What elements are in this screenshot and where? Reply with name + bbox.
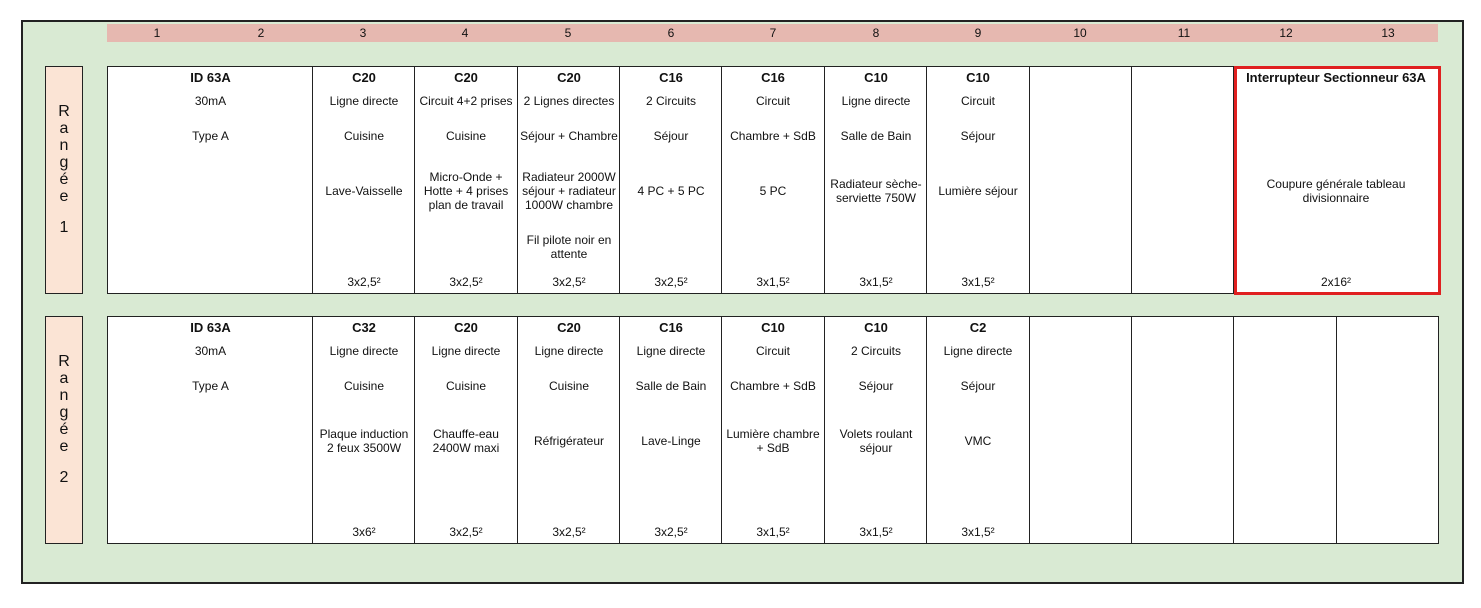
row-label-letter: a — [59, 120, 69, 137]
breaker-caliber: C20 — [454, 320, 478, 335]
circuit-load: Chauffe-eau 2400W maxi — [432, 427, 500, 455]
row-label-letter: é — [59, 421, 69, 438]
cable-section: 3x1,5² — [859, 525, 893, 539]
breaker-cell — [926, 317, 1029, 543]
breaker-caliber: C32 — [352, 320, 376, 335]
breaker-cell — [107, 67, 313, 293]
column-number: 5 — [564, 26, 572, 40]
column-number: 6 — [667, 26, 675, 40]
circuit-load: Réfrigérateur — [533, 434, 605, 448]
column-number: 7 — [769, 26, 777, 40]
circuit-room: Salle de Bain — [840, 129, 912, 143]
row-label-letter: g — [59, 154, 69, 171]
circuit-room: Séjour — [653, 129, 689, 143]
circuit-room: Salle de Bain — [635, 379, 707, 393]
circuit-type: 30mA — [194, 94, 227, 108]
column-number: 3 — [359, 26, 367, 40]
circuit-load: Lumière séjour — [938, 184, 1018, 198]
circuit-note: Fil pilote noir en attente — [526, 233, 612, 261]
circuit-room: Type A — [192, 129, 229, 143]
cable-section: 3x1,5² — [859, 275, 893, 289]
circuit-type: Ligne directe — [841, 94, 911, 108]
breaker-caliber: ID 63A — [190, 70, 231, 85]
circuit-room: Cuisine — [445, 129, 487, 143]
circuit-type: Ligne directe — [943, 344, 1013, 358]
cable-section: 3x2,5² — [654, 525, 688, 539]
breaker-caliber: C20 — [557, 320, 581, 335]
row-label-letter: n — [59, 387, 69, 404]
circuit-load: Coupure générale tableau divisionnaire — [1266, 177, 1406, 205]
circuit-room: Cuisine — [445, 379, 487, 393]
circuit-type: Ligne directe — [534, 344, 604, 358]
circuit-room: Séjour — [858, 379, 894, 393]
column-number: 10 — [1073, 26, 1087, 40]
column-number: 13 — [1381, 26, 1395, 40]
circuit-room: Chambre + SdB — [730, 129, 816, 143]
breaker-cell — [1029, 67, 1132, 293]
breaker-caliber: C10 — [761, 320, 785, 335]
circuit-type: Circuit 4+2 prises — [419, 94, 513, 108]
breaker-cell — [312, 317, 415, 543]
row-label-1 — [45, 66, 83, 294]
breaker-caliber: Interrupteur Sectionneur 63A — [1246, 70, 1426, 85]
breaker-cell — [926, 67, 1029, 293]
breaker-cell — [721, 317, 824, 543]
circuit-room: Cuisine — [343, 379, 385, 393]
circuit-room: Séjour — [960, 129, 996, 143]
column-number: 2 — [257, 26, 265, 40]
circuit-type: Circuit — [755, 344, 790, 358]
breaker-cell — [1131, 67, 1234, 293]
circuit-room: Type A — [192, 379, 229, 393]
cable-section: 3x6² — [352, 525, 376, 539]
breaker-cell — [414, 317, 517, 543]
circuit-load: Radiateur sèche-serviette 750W — [830, 177, 922, 205]
breaker-cell — [414, 67, 517, 293]
breaker-cell — [107, 317, 313, 543]
breaker-caliber: C16 — [761, 70, 785, 85]
cable-section: 3x2,5² — [449, 275, 483, 289]
column-number-header — [107, 24, 1438, 42]
breaker-caliber: C20 — [454, 70, 478, 85]
row-label-letter: e — [59, 188, 69, 205]
breaker-cell — [312, 67, 415, 293]
breaker-caliber: C10 — [864, 320, 888, 335]
breaker-caliber: C16 — [659, 320, 683, 335]
breaker-cell — [619, 67, 722, 293]
breaker-caliber: C20 — [352, 70, 376, 85]
breaker-cell — [1336, 317, 1439, 543]
circuit-load: VMC — [964, 434, 992, 448]
column-number: 12 — [1279, 26, 1293, 40]
circuit-load: Volets roulant séjour — [839, 427, 913, 455]
cable-section: 3x1,5² — [961, 525, 995, 539]
circuit-load: 5 PC — [759, 184, 787, 198]
row-label-letter: n — [59, 137, 69, 154]
circuit-load: Lave-Linge — [641, 434, 701, 448]
circuit-room: Cuisine — [548, 379, 590, 393]
breaker-cell — [824, 317, 927, 543]
breaker-caliber: C10 — [864, 70, 888, 85]
circuit-type: Circuit — [755, 94, 790, 108]
breaker-cell — [824, 67, 927, 293]
circuit-load: Lave-Vaisselle — [325, 184, 403, 198]
circuit-room: Séjour — [960, 379, 996, 393]
circuit-type: Circuit — [960, 94, 995, 108]
cable-section: 3x2,5² — [449, 525, 483, 539]
circuit-type: 2 Circuits — [850, 344, 901, 358]
column-number: 11 — [1177, 26, 1191, 40]
circuit-load: Plaque induction 2 feux 3500W — [319, 427, 409, 455]
circuit-load: Lumière chambre + SdB — [726, 427, 820, 455]
row-label-number: 2 — [59, 469, 69, 486]
row-label-letter: R — [58, 103, 70, 120]
cable-section: 2x16² — [1320, 275, 1352, 289]
breaker-caliber: ID 63A — [190, 320, 231, 335]
cable-section: 3x1,5² — [756, 275, 790, 289]
circuit-room: Cuisine — [343, 129, 385, 143]
circuit-type: 2 Lignes directes — [523, 94, 615, 108]
row-label-letter: e — [59, 438, 69, 455]
column-number: 1 — [153, 26, 161, 40]
breaker-cell — [517, 317, 620, 543]
breaker-cell — [721, 67, 824, 293]
circuit-load: Radiateur 2000W séjour + radiateur 1000W chambre — [522, 170, 616, 212]
circuit-type: 30mA — [194, 344, 227, 358]
cable-section: 3x1,5² — [961, 275, 995, 289]
circuit-load: Micro-Onde + Hotte + 4 prises plan de travail — [423, 170, 509, 212]
column-number: 4 — [461, 26, 469, 40]
row-label-letter: R — [58, 353, 70, 370]
breaker-cell — [619, 317, 722, 543]
row-label-letter: a — [59, 370, 69, 387]
cable-section: 3x2,5² — [654, 275, 688, 289]
breaker-caliber: C2 — [969, 320, 987, 335]
row-label-number: 1 — [59, 219, 69, 236]
breaker-cell — [1233, 317, 1336, 543]
breaker-cell — [1029, 317, 1132, 543]
circuit-type: Ligne directe — [636, 344, 706, 358]
cable-section: 3x2,5² — [552, 275, 586, 289]
cable-section: 3x1,5² — [756, 525, 790, 539]
circuit-load: 4 PC + 5 PC — [637, 184, 705, 198]
row-label-2 — [45, 316, 83, 544]
row-label-letter: é — [59, 171, 69, 188]
breaker-caliber: C20 — [557, 70, 581, 85]
row-label-letter: g — [59, 404, 69, 421]
circuit-type: Ligne directe — [329, 94, 399, 108]
circuit-room: Séjour + Chambre — [520, 129, 618, 143]
column-number: 8 — [872, 26, 880, 40]
circuit-type: Ligne directe — [329, 344, 399, 358]
cable-section: 3x2,5² — [347, 275, 381, 289]
circuit-room: Chambre + SdB — [730, 379, 816, 393]
circuit-type: 2 Circuits — [645, 94, 696, 108]
column-number: 9 — [974, 26, 982, 40]
circuit-type: Ligne directe — [431, 344, 501, 358]
breaker-caliber: C10 — [966, 70, 990, 85]
row-2 — [107, 316, 1439, 544]
breaker-cell — [1131, 317, 1234, 543]
breaker-cell — [517, 67, 620, 293]
main-switch-highlight — [1234, 66, 1441, 295]
breaker-caliber: C16 — [659, 70, 683, 85]
cable-section: 3x2,5² — [552, 525, 586, 539]
